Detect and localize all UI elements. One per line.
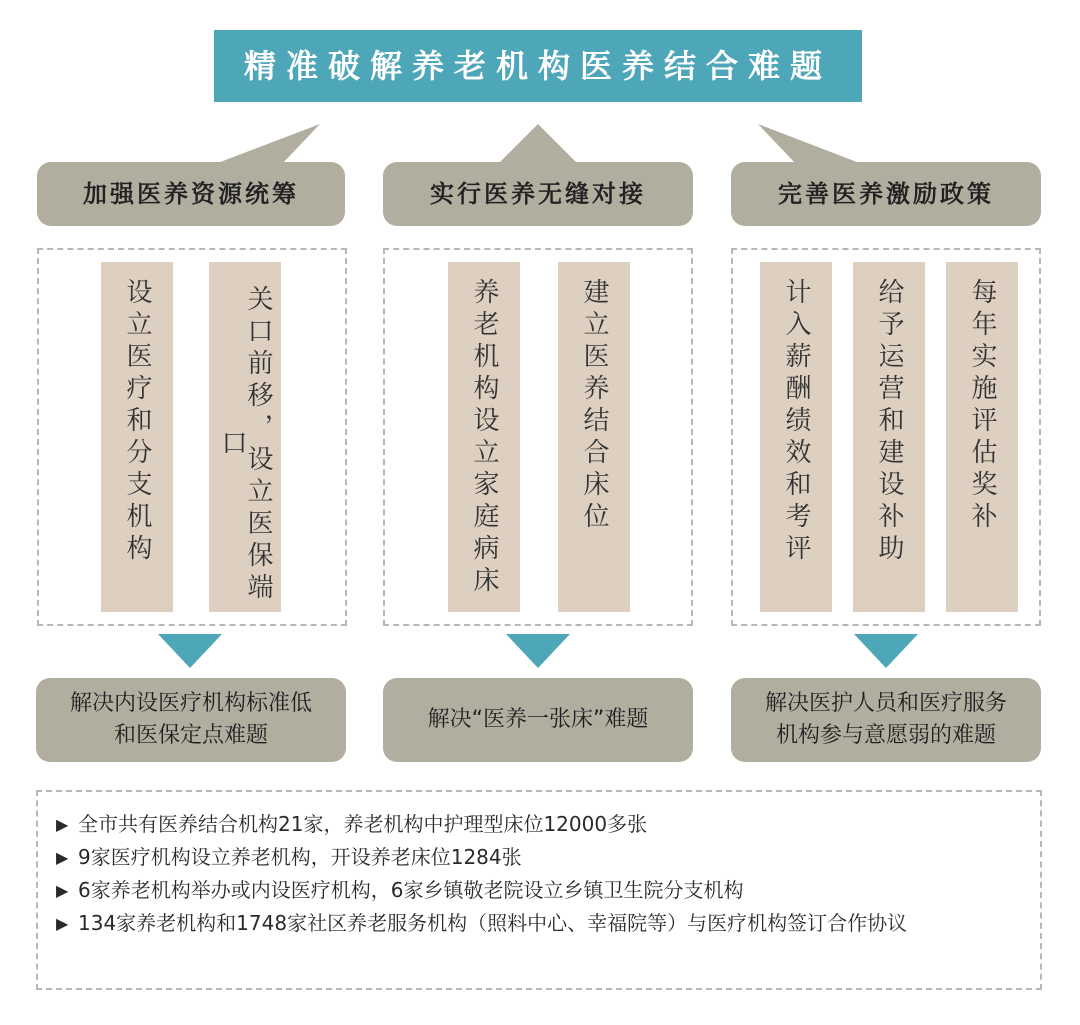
down-arrow-icon <box>158 634 222 668</box>
bullet-triangle-icon: ▶ <box>56 815 69 834</box>
pillar-combined-beds: 建立医养结合床位 <box>558 262 630 612</box>
down-arrow-icon <box>506 634 570 668</box>
tail-center <box>498 124 578 164</box>
pillar-medical-branch: 设立医疗和分支机构 <box>101 262 173 612</box>
group-resource-coordination <box>37 248 347 626</box>
note-item: ▶ 134家养老机构和1748家社区养老服务机构（照料中心、幸福院等）与医疗机构签订合作协议 <box>56 907 1040 940</box>
pillar-salary-assessment: 计入薪酬绩效和考评 <box>760 262 832 612</box>
group-seamless-connection <box>383 248 693 626</box>
result-box-1: 解决内设医疗机构标准低 和医保定点难题 <box>36 678 346 762</box>
pillar-family-beds: 养老机构设立家庭病床 <box>448 262 520 612</box>
tail-left <box>215 124 320 164</box>
diagram-title: 精准破解养老机构医养结合难题 <box>214 30 862 102</box>
result-box-2: 解决“医养一张床”难题 <box>383 678 693 762</box>
pillar-operation-subsidy: 给予运营和建设补助 <box>853 262 925 612</box>
bullet-triangle-icon: ▶ <box>56 848 69 867</box>
header-incentive-policy: 完善医养激励政策 <box>731 162 1041 226</box>
pillar-insurance-port: 关口前移，设立医保端口 <box>209 262 281 612</box>
bullet-triangle-icon: ▶ <box>56 881 69 900</box>
note-item: ▶ 6家养老机构举办或内设医疗机构，6家乡镇敬老院设立乡镇卫生院分支机构 <box>56 874 1040 907</box>
bullet-triangle-icon: ▶ <box>56 914 69 933</box>
down-arrow-icon <box>854 634 918 668</box>
header-resource-coordination: 加强医养资源统筹 <box>37 162 345 226</box>
notes-box <box>36 790 1042 990</box>
header-seamless-connection: 实行医养无缝对接 <box>383 162 693 226</box>
tail-right <box>758 124 862 164</box>
result-box-3: 解决医护人员和医疗服务 机构参与意愿弱的难题 <box>731 678 1041 762</box>
note-item: ▶ 9家医疗机构设立养老机构，开设养老床位1284张 <box>56 841 1040 874</box>
pillar-annual-award: 每年实施评估奖补 <box>946 262 1018 612</box>
note-item: ▶ 全市共有医养结合机构21家，养老机构中护理型床位12000多张 <box>56 808 1040 841</box>
